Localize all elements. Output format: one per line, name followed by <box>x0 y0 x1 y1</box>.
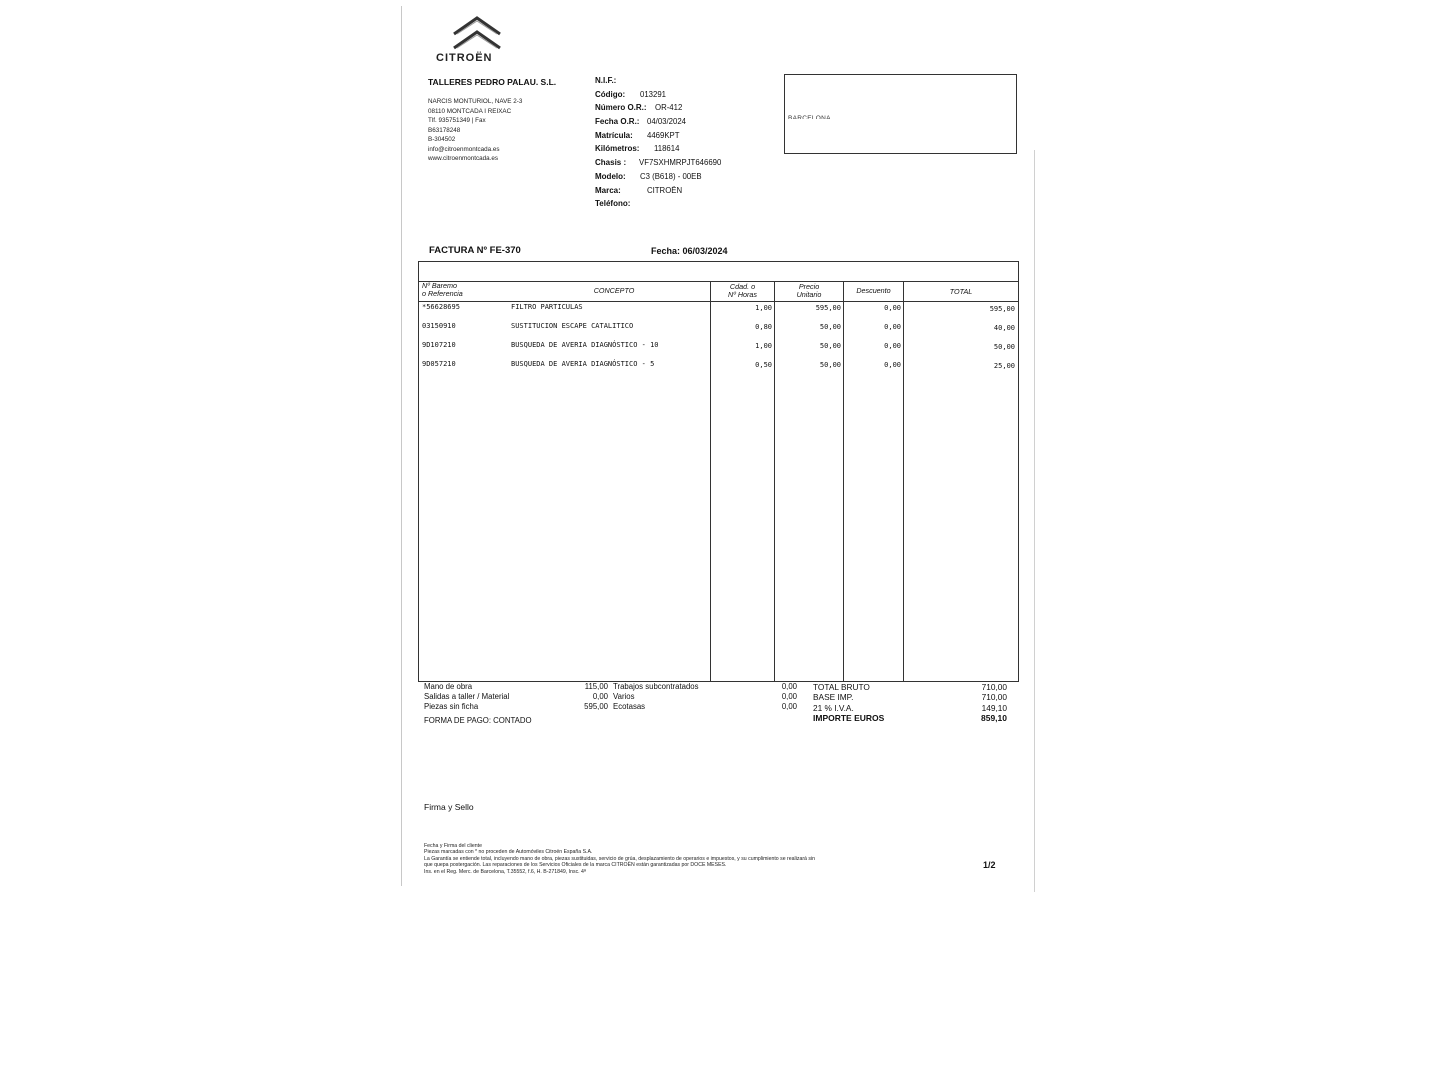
legal-line: Ins. en el Reg. Merc. de Barcelona, T.35552, f.6, H. B-271849, Insc. 4ª <box>424 868 586 875</box>
vehicle-info-row <box>595 115 721 129</box>
summary-parts-label: Piezas sin ficha <box>424 702 479 711</box>
row-reference: 9D057210 <box>422 360 456 368</box>
row-total: 595,00 <box>989 305 1015 313</box>
legal-notes <box>424 843 815 875</box>
legal-line: Fecha y Firma del cliente <box>424 843 482 849</box>
row-unit-price: 50,00 <box>819 342 841 350</box>
row-total: 40,00 <box>993 324 1015 332</box>
row-discount: 0,00 <box>884 342 901 350</box>
row-concept: BUSQUEDA DE AVERIA DIAGNÓSTICO - 10 <box>511 341 659 349</box>
table-divider <box>843 281 844 681</box>
summary-misc-label: Varios <box>613 692 635 701</box>
invoice-number: FACTURA Nº FE-370 <box>429 245 521 256</box>
scan-edge-left <box>401 6 402 886</box>
header-quantity-line1: Cdad. o <box>729 282 756 291</box>
matricula-label: Matrícula: <box>595 130 633 140</box>
header-reference-line1: Nº Baremo <box>422 281 457 290</box>
invoice-items-table <box>418 261 1019 682</box>
row-unit-price: 50,00 <box>819 361 841 369</box>
company-website: www.citroenmontcada.es <box>428 155 498 162</box>
summary-subcontracted-label: Trabajos subcontratados <box>613 682 699 691</box>
header-quantity <box>711 283 774 299</box>
summary-labor-value: 115,00 <box>584 682 608 691</box>
header-unit-price <box>775 283 843 299</box>
vehicle-info-row <box>595 74 721 88</box>
total-amount-value: 859,10 <box>981 713 1007 723</box>
tax-base-label: BASE IMP. <box>813 692 854 702</box>
vehicle-info-row <box>595 88 721 102</box>
modelo-value: C3 (B618) - 00EB <box>640 171 702 181</box>
vehicle-info-row <box>595 156 721 170</box>
payment-method: FORMA DE PAGO: CONTADO <box>424 716 532 725</box>
vehicle-info-row <box>595 142 721 156</box>
numero-or-label: Número O.R.: <box>595 103 647 113</box>
vehicle-info-row <box>595 197 721 211</box>
header-reference-line2: o Referencia <box>422 289 463 298</box>
marca-label: Marca: <box>595 185 621 195</box>
nif-label: N.I.F.: <box>595 76 617 85</box>
row-total: 50,00 <box>993 343 1015 351</box>
row-reference: *56628695 <box>422 303 460 311</box>
codigo-label: Código: <box>595 89 626 99</box>
invoice-date: Fecha: 06/03/2024 <box>651 246 728 256</box>
row-unit-price: 595,00 <box>815 304 841 312</box>
vehicle-info <box>595 74 721 211</box>
summary-parts-value: 595,00 <box>584 702 608 711</box>
legal-line: Piezas marcadas con * no proceden de Automóviles Citroën España S.A. <box>424 849 593 856</box>
client-address-box <box>784 74 1017 154</box>
row-concept: FILTRO PARTICULAS <box>511 303 583 311</box>
vat-label: 21 % I.V.A. <box>813 703 854 713</box>
matricula-value: 4469KPT <box>647 130 680 140</box>
summary-labor-label: Mano de obra <box>424 682 473 691</box>
header-price-line2: Unitario <box>796 290 822 299</box>
brand-logo-text: CITROËN <box>436 52 493 64</box>
fecha-or-label: Fecha O.R.: <box>595 117 640 127</box>
kilometros-value: 118614 <box>654 144 680 154</box>
summary-subcontracted-value: 0,00 <box>781 682 797 691</box>
company-tax-id: B63178248 <box>428 126 461 134</box>
chasis-value: VF7SXHMRPJT646690 <box>639 158 722 168</box>
header-discount: Descuento <box>856 286 891 295</box>
chasis-label: Chasis : <box>595 158 627 168</box>
summary-material-label: Salidas a taller / Material <box>424 692 510 701</box>
summary-ecotax-value: 0,00 <box>781 702 797 711</box>
table-divider <box>710 281 711 681</box>
modelo-label: Modelo: <box>595 171 626 181</box>
header-reference <box>422 282 463 298</box>
marca-value: CITROËN <box>647 185 683 195</box>
row-quantity: 1,00 <box>755 304 772 312</box>
legal-line: La Garantía se entiende total, incluyendo mano de obra, piezas sustituidas, servicio de grúa, desplazamiento de operarios e impuestos, y su cumplimiento se realizará sin <box>424 855 816 862</box>
signature-label: Firma y Sello <box>424 802 474 812</box>
row-reference: 03150910 <box>422 322 456 330</box>
row-discount: 0,00 <box>884 323 901 331</box>
client-city: BARCELONA <box>788 115 831 119</box>
table-divider <box>419 281 1018 282</box>
header-concepto: CONCEPTO <box>593 286 635 295</box>
row-concept: SUSTITUCION ESCAPE CATALITICO <box>511 322 634 330</box>
row-discount: 0,00 <box>884 361 901 369</box>
vehicle-info-row <box>595 101 721 115</box>
numero-or-value: OR-412 <box>655 103 683 113</box>
company-registry-id: B-304502 <box>428 136 456 143</box>
page-number: 1/2 <box>983 860 996 870</box>
vehicle-info-row <box>595 129 721 143</box>
header-price-line1: Precio <box>798 282 820 291</box>
total-gross-value: 710,00 <box>981 682 1007 692</box>
vehicle-info-row <box>595 170 721 184</box>
fecha-or-value: 04/03/2024 <box>647 117 687 127</box>
table-divider <box>774 281 775 681</box>
summary-material-value: 0,00 <box>592 692 608 701</box>
company-email: info@citroenmontcada.es <box>428 145 500 153</box>
company-city-line: 08110 MONTCADA I REIXAC <box>428 107 512 115</box>
vehicle-info-row <box>595 184 721 198</box>
row-unit-price: 50,00 <box>819 323 841 331</box>
header-total: TOTAL <box>949 287 973 296</box>
total-amount-label: IMPORTE EUROS <box>813 713 885 723</box>
row-quantity: 1,00 <box>755 342 772 350</box>
row-discount: 0,00 <box>884 304 901 312</box>
total-gross-label: TOTAL BRUTO <box>813 682 870 692</box>
scan-edge-right <box>1034 150 1035 892</box>
company-name: TALLERES PEDRO PALAU. S.L. <box>428 77 557 87</box>
company-address-line: NARCIS MONTURIOL, NAVE 2-3 <box>428 98 523 105</box>
vat-value: 149,10 <box>981 703 1007 713</box>
row-reference: 9D107210 <box>422 341 456 349</box>
row-quantity: 0,50 <box>755 361 772 369</box>
legal-line: que quepa postergación. Las reparaciones de los Servicios Oficiales de la marca CITROËN están garantizadas por DOCE MESES. <box>424 862 727 869</box>
company-phone-line: Tlf. 935751349 | Fax <box>428 117 486 124</box>
summary-misc-value: 0,00 <box>781 692 797 701</box>
table-divider <box>419 301 1018 302</box>
row-total: 25,00 <box>993 362 1015 370</box>
row-concept: BUSQUEDA DE AVERIA DIAGNÓSTICO - 5 <box>511 360 655 368</box>
kilometros-label: Kilómetros: <box>595 144 640 154</box>
summary-ecotax-label: Ecotasas <box>613 702 646 711</box>
telefono-label: Teléfono: <box>595 199 631 209</box>
table-divider <box>903 281 904 681</box>
company-address <box>428 97 522 164</box>
codigo-value: 013291 <box>640 89 667 99</box>
row-quantity: 0,80 <box>755 323 772 331</box>
header-quantity-line2: Nº Horas <box>728 290 757 299</box>
tax-base-value: 710,00 <box>981 692 1007 702</box>
